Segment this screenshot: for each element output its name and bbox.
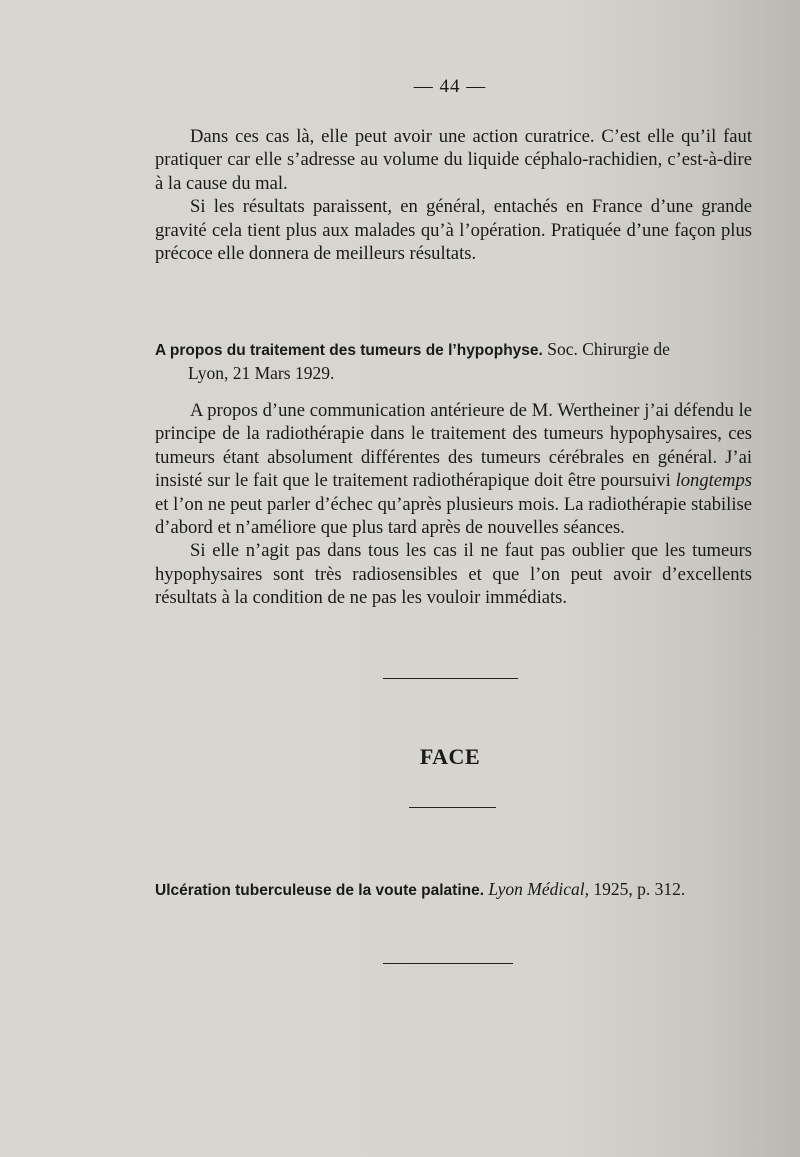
reference-hypophysis <box>155 338 755 384</box>
paragraph-text: A propos d’une communication antérieure de M. Wertheiner j’ai défendu le principe de la radiothérapie dans le traitement des tumeurs hypophysaires, ces tumeurs étant absolument différentes des tumeurs cérébrales en général. J’ai insisté sur le fait que le traitement radiothérapique doit être poursuivi <box>155 400 752 492</box>
paragraph-text: et l’on ne peut parler d’échec qu’après plusieurs mois. La radiothérapie stabilise d’abord et n’améliore que plus tard après de nouvelles séances. <box>155 493 752 539</box>
paragraph <box>155 399 752 539</box>
reference-source-continuation: Lyon, 21 Mars 1929. <box>188 363 335 383</box>
paragraph: Dans ces cas là, elle peut avoir une action curatrice. C’est elle qu’il faut pratiquer car elle s’adresse au volume du liquide céphalo-rachidien, c’est-à-dire à la cause du mal. <box>155 126 752 194</box>
separator-rule <box>383 963 513 964</box>
emphasis-text: longtemps <box>675 470 752 492</box>
paragraph: Si les résultats paraissent, en général, entachés en France d’une grande gravité cela tient plus aux malades qu’à l’opération. Pratiquée d’une façon plus précoce elle donnera de meilleurs résultats. <box>155 196 752 265</box>
paragraph-block-radiotherapy <box>155 399 752 610</box>
paragraph-block-hydrocephalus <box>155 125 752 265</box>
reference-title: A propos du traitement des tumeurs de l’hypophyse. <box>155 342 543 359</box>
separator-rule <box>383 678 518 679</box>
reference-title: Ulcération tuberculeuse de la voute palatine. <box>155 882 485 899</box>
paragraph: Si elle n’agit pas dans tous les cas il ne faut pas oublier que les tumeurs hypophysaires sont très radiosensibles et que l’on peut avoir d’excellents résultats à la condition de ne pas les vouloir immédiats. <box>155 540 752 609</box>
section-title: FACE <box>419 744 481 769</box>
separator-rule <box>409 807 496 808</box>
reference-detail: 1925, p. 312. <box>593 879 686 899</box>
reference-palate <box>155 878 755 902</box>
reference-journal: Lyon Médical, <box>488 879 589 899</box>
reference-source: Soc. Chirurgie de <box>547 339 670 359</box>
page-number: — 44 — <box>413 76 487 97</box>
